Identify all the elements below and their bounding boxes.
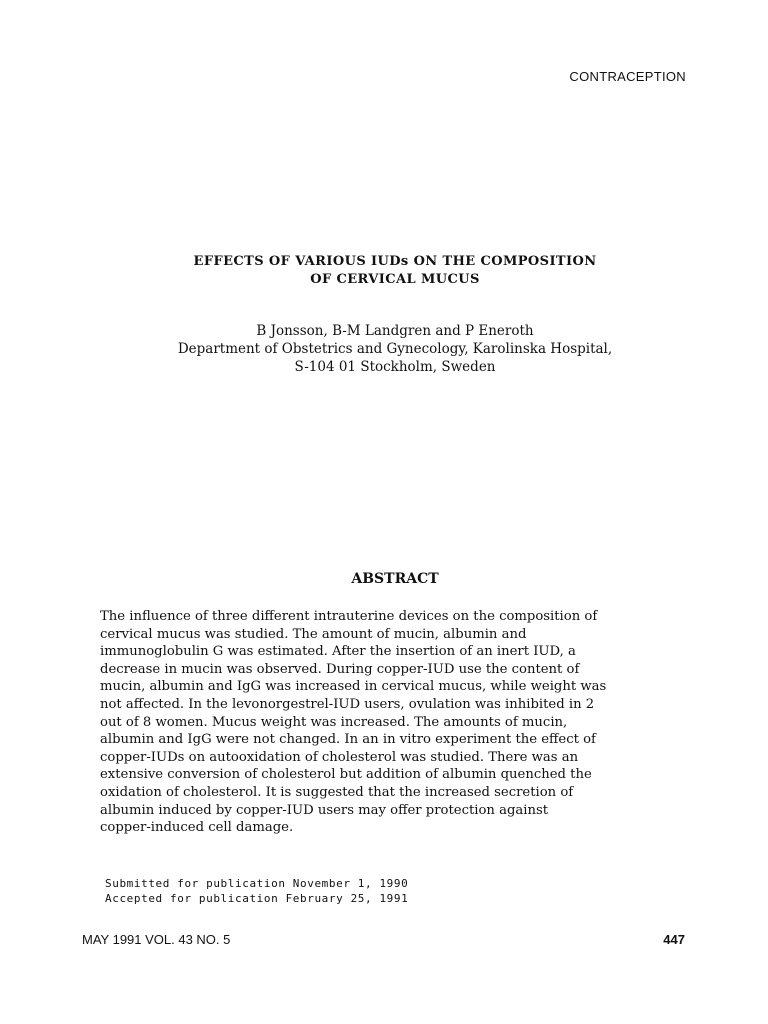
issue-info: MAY 1991 VOL. 43 NO. 5: [82, 932, 231, 947]
abstract-line: copper-induced cell damage.: [100, 820, 294, 836]
abstract-line: albumin induced by copper-IUD users may offer protection against: [100, 802, 549, 818]
title-line: EFFECTS OF VARIOUS IUDs ON THE COMPOSITION: [193, 254, 597, 269]
article-title: [0, 253, 768, 289]
affiliation-line: Department of Obstetrics and Gynecology, Karolinska Hospital,: [177, 341, 613, 357]
abstract-body: [100, 608, 690, 837]
abstract-heading: ABSTRACT: [351, 571, 439, 587]
abstract-line: cervical mucus was studied. The amount of mucin, albumin and: [100, 626, 527, 642]
abstract-line: copper-IUDs on autooxidation of cholesterol was studied. There was an: [100, 749, 579, 765]
abstract-line: The influence of three different intrauterine devices on the composition of: [100, 609, 598, 624]
author-block: [0, 322, 768, 376]
title-line: OF CERVICAL MUCUS: [310, 272, 480, 287]
abstract-line: mucin, albumin and IgG was increased in cervical mucus, while weight was: [100, 679, 607, 695]
abstract-line: out of 8 women. Mucus weight was increased. The amounts of mucin,: [100, 714, 568, 730]
abstract-line: decrease in mucin was observed. During copper-IUD use the content of: [100, 661, 580, 677]
abstract-line: immunoglobulin G was estimated. After the insertion of an inert IUD, a: [100, 644, 576, 660]
abstract-line: albumin and IgG were not changed. In an in vitro experiment the effect of: [100, 732, 596, 748]
affiliation-line: S-104 01 Stockholm, Sweden: [294, 359, 496, 375]
abstract-line: extensive conversion of cholesterol but addition of albumin quenched the: [100, 767, 592, 783]
journal-name: CONTRACEPTION: [569, 69, 686, 84]
submitted-date: Submitted for publication November 1, 1990: [105, 877, 409, 890]
publication-dates: [105, 877, 408, 906]
page-number: 447: [663, 932, 685, 947]
authors: B Jonsson, B-M Landgren and P Eneroth: [256, 323, 534, 339]
abstract-line: not affected. In the levonorgestrel-IUD users, ovulation was inhibited in 2: [100, 696, 595, 712]
accepted-date: Accepted for publication February 25, 1991: [105, 891, 409, 905]
abstract-line: oxidation of cholesterol. It is suggested that the increased secretion of: [100, 784, 574, 800]
